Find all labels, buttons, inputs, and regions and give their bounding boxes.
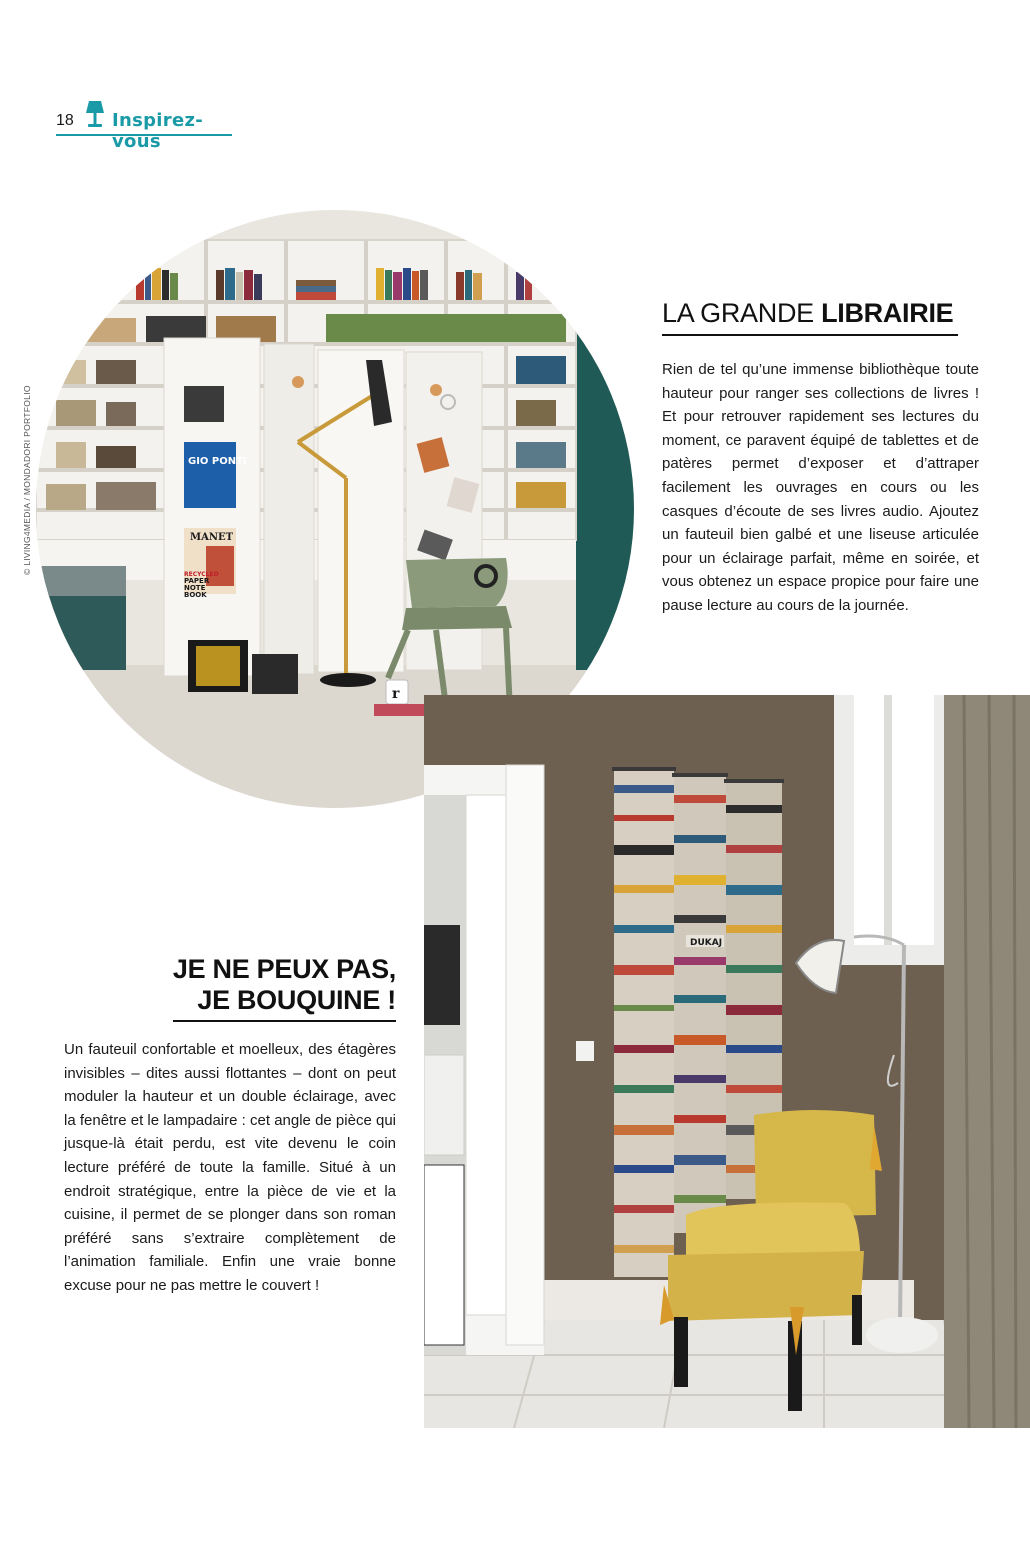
article-2-title-line1: JE NE PEUX PAS, bbox=[172, 954, 396, 984]
gio-ponti-book: GIO PONTI bbox=[188, 456, 247, 467]
article-2-body: Un fauteuil confortable et moelleux, des étagères invisibles – dites aussi flottantes – dont on peut moduler la hauteur et un double éclairage, avec la fenêtre et le lampadaire : cet angle de pièce qui jusque-là était perdu, est vite devenu le coin lecture préféré de toute la famille. Situé à un endroit stratégique, entre la pièce de vie et la cuisine, il permet de se plonger dans son roman préféré sans s’extraire complètement de l’animation familiale. Enfin une vraie bonne excuse pour ne pas mettre le couvert ! bbox=[64, 1041, 396, 1294]
paper-book-line2: PAPER bbox=[184, 577, 210, 585]
page-header bbox=[56, 100, 232, 152]
article-1-title bbox=[662, 296, 958, 336]
paper-book-line3: NOTE bbox=[184, 584, 206, 592]
paper-book-line1: RECYCLED bbox=[184, 571, 219, 578]
photo-credit-1: © LIVING4MEDIA / MONDADORI PORTFOLIO bbox=[22, 385, 32, 575]
reading-corner-illustration bbox=[424, 695, 1030, 1428]
article-je-bouquine bbox=[64, 954, 396, 1298]
article-1-title-light: LA GRANDE bbox=[662, 298, 814, 328]
mug-letter: r bbox=[392, 686, 400, 702]
manet-book: MANET bbox=[190, 532, 234, 543]
article-grande-librairie bbox=[662, 296, 979, 618]
article-1-body: Rien de tel qu’une immense bibliothèque toute hauteur pour ranger ses collections de livres ! Et pour retrouver rapidement ses lectures du moment, ce paravent équipé de tablettes et de patères permet d’exposer et d’attraper facilement les ouvrages en cours ou les casques d’écoute de ses livres audio. Ajoutez un fauteuil bien galbé et une liseuse articulée pour un éclairage parfait, même en soirée, et vous obtenez un espace propice pour faire une pause lecture au cours de la journée. bbox=[662, 361, 979, 614]
article-2-title-line2: JE BOUQUINE ! bbox=[197, 985, 396, 1015]
paper-book-line4: BOOK bbox=[184, 591, 207, 599]
article-2-title bbox=[173, 954, 396, 1022]
reading-corner-photo bbox=[424, 695, 1030, 1428]
article-1-title-bold: LIBRAIRIE bbox=[821, 298, 954, 328]
dukaj-book: DUKAJ bbox=[690, 938, 723, 948]
page-number: 18 bbox=[56, 112, 74, 129]
section-title: Inspirez-vous bbox=[112, 110, 204, 152]
lamp-icon bbox=[84, 100, 106, 130]
